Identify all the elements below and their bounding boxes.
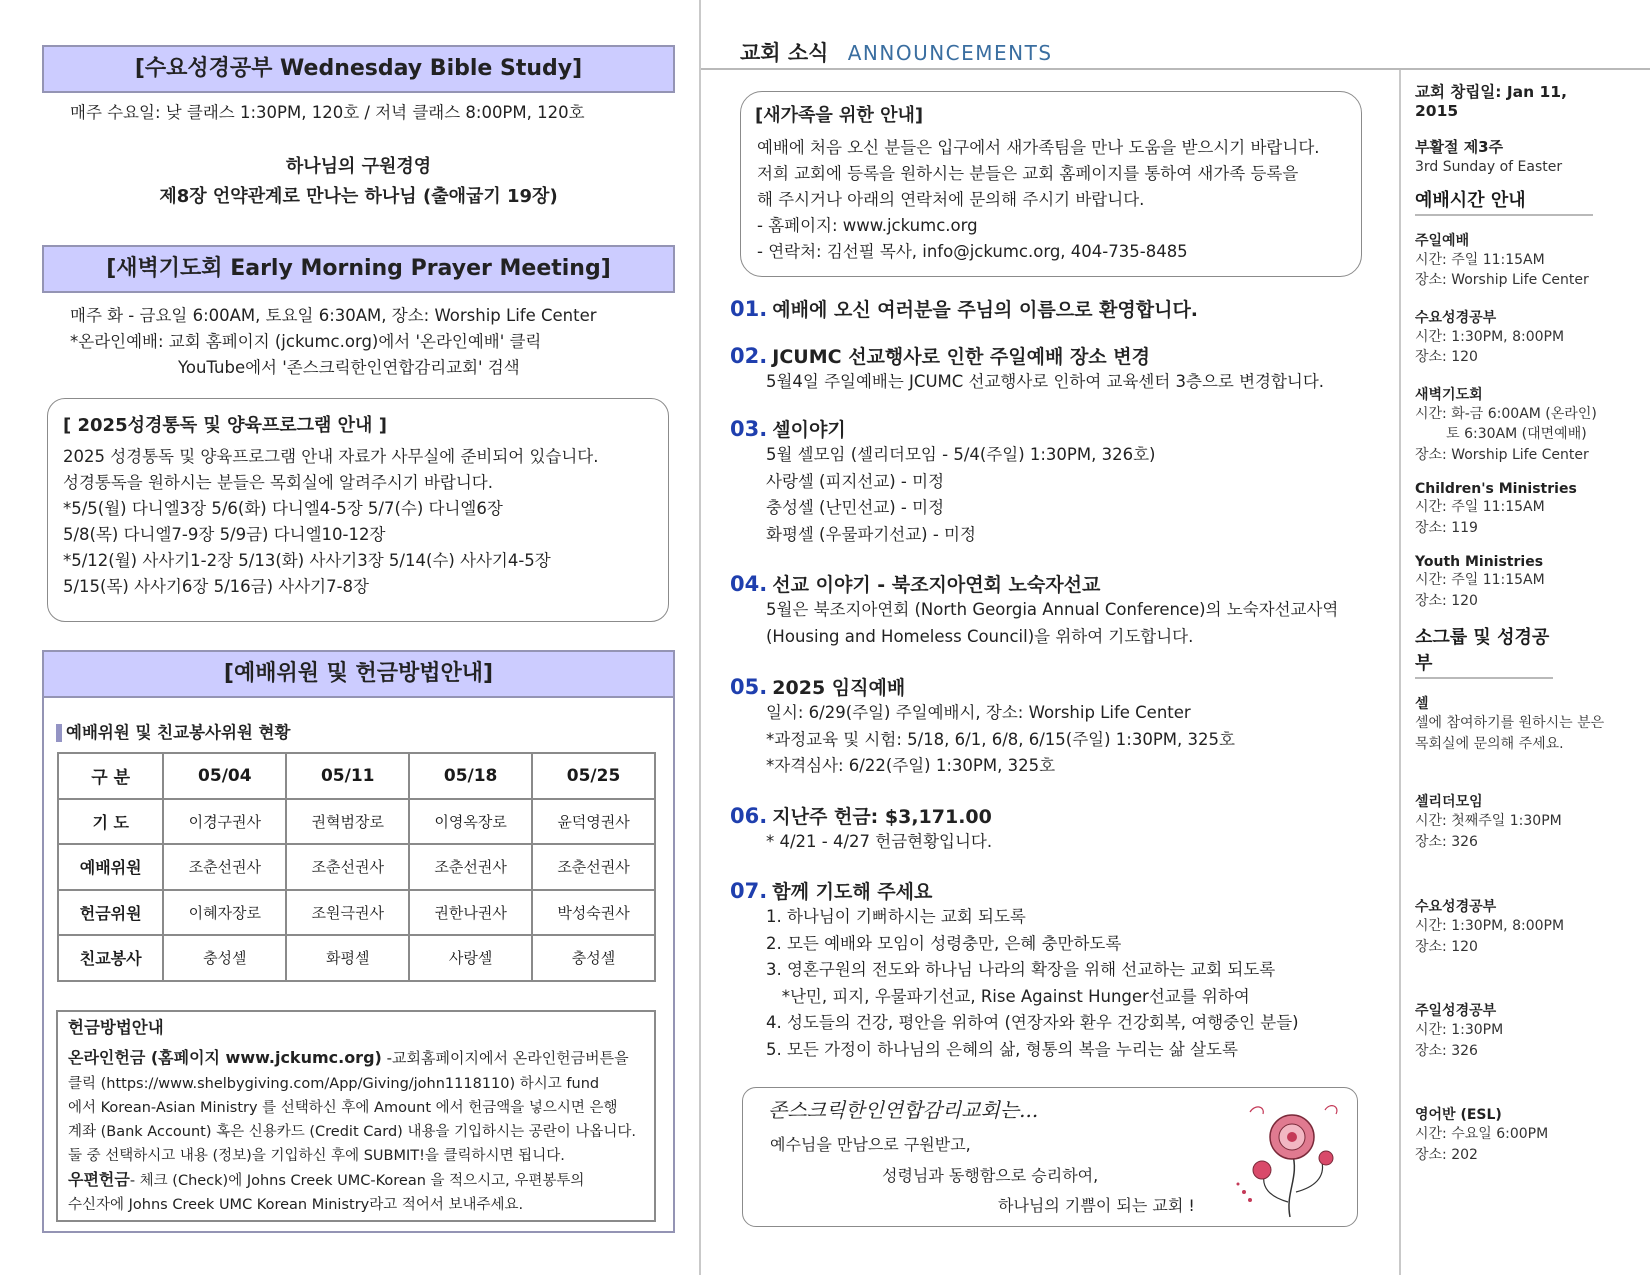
group-item bbox=[1415, 791, 1595, 896]
table-header-cell: 05/18 bbox=[409, 753, 532, 799]
sidebar-info bbox=[1415, 80, 1605, 1165]
table-cell: 권한나권사 bbox=[409, 890, 532, 936]
worship-item-name: 주일예배 bbox=[1415, 232, 1470, 249]
worship-item-line: 장소: 120 bbox=[1415, 592, 1478, 609]
announcement-body-line: * 4/21 - 4/27 헌금현황입니다. bbox=[766, 832, 993, 851]
online-offering-lines bbox=[68, 1072, 636, 1217]
prayer-meeting-banner: [새벽기도회 Early Morning Prayer Meeting] bbox=[42, 245, 675, 293]
table-row bbox=[58, 935, 655, 981]
table-cell: 충성셀 bbox=[163, 935, 286, 981]
bible-reading-line: 5/15(목) 사사기6장 5/16금) 사사기7-8장 bbox=[63, 577, 369, 596]
announcement-item-07 bbox=[730, 877, 1299, 1063]
worship-item bbox=[1415, 384, 1595, 466]
group-item-line: 시간: 첫째주일 1:30PM bbox=[1415, 813, 1562, 829]
worship-item bbox=[1415, 230, 1595, 291]
announcement-body-line: 사랑셀 (피지선교) - 미정 bbox=[766, 471, 945, 491]
table-row bbox=[58, 890, 655, 936]
worship-item-line: 시간: 주일 11:15AM bbox=[1415, 251, 1545, 268]
table-cell: 조원극권사 bbox=[286, 890, 409, 936]
announcement-item-05 bbox=[730, 673, 1235, 780]
offering-subtitle-marker bbox=[56, 724, 62, 742]
wednesday-schedule: 매주 수요일: 낮 클래스 1:30PM, 120호 / 저녁 클래스 8:00PM, 120호 bbox=[70, 103, 585, 122]
motto-line-1: 예수님을 만남으로 구원받고, bbox=[770, 1135, 971, 1154]
announcement-body-line: 화평셀 (우물파기선교) - 미정 bbox=[766, 524, 976, 544]
group-item bbox=[1415, 896, 1595, 1000]
worship-item-line: 시간: 1:30PM, 8:00PM bbox=[1415, 328, 1565, 345]
worship-item bbox=[1415, 307, 1595, 368]
group-item-line: 시간: 1:30PM bbox=[1415, 1022, 1504, 1038]
table-header-cell: 구 분 bbox=[58, 753, 163, 799]
founding-date: 교회 창립일: Jan 11, 2015 bbox=[1415, 83, 1567, 120]
group-item-line: 셀에 참여하기를 원하시는 분은 bbox=[1415, 715, 1605, 731]
announcement-item-02 bbox=[730, 342, 1324, 396]
group-item bbox=[1415, 693, 1605, 791]
online-offering-line: 둘 중 선택하시고 내용 (정보)을 기입하신 후에 SUBMIT!을 클릭하시면 됩니다. bbox=[68, 1148, 565, 1164]
announcement-body-line: 3. 영혼구원의 전도와 하나님 나라의 확장을 위해 선교하는 교회 되도록 bbox=[766, 960, 1276, 979]
worship-item-line: 시간: 주일 11:15AM bbox=[1415, 572, 1545, 588]
worship-item-name: Youth Ministries bbox=[1415, 554, 1544, 570]
worship-schedule-heading: 예배시간 안내 bbox=[1415, 186, 1593, 216]
announcement-title: 지난주 헌금: $3,171.00 bbox=[772, 806, 992, 828]
offering-banner: [예배위원 및 헌금방법안내] bbox=[42, 650, 675, 698]
announcement-title: 선교 이야기 - 북조지아연회 노숙자선교 bbox=[772, 574, 1101, 596]
online-offering-line bbox=[68, 1046, 629, 1070]
worship-item-line: 시간: 주일 11:15AM bbox=[1415, 499, 1545, 515]
announcement-body-line: 일시: 6/29(주일) 주일예배시, 장소: Worship Life Center bbox=[766, 703, 1191, 722]
announcements-heading bbox=[740, 38, 1053, 70]
small-groups-heading: 소그룹 및 성경공부 bbox=[1415, 623, 1553, 679]
prayer-schedule: 매주 화 - 금요일 6:00AM, 토요일 6:30AM, 장소: Worship Life Center bbox=[70, 306, 597, 325]
announcement-number: 01. bbox=[730, 297, 768, 321]
newcomer-title: [새가족을 위한 안내] bbox=[755, 105, 924, 126]
group-item-name: 셀 bbox=[1415, 696, 1429, 712]
table-cell: 조춘선권사 bbox=[163, 844, 286, 890]
group-item-line: 장소: 326 bbox=[1415, 1042, 1478, 1059]
group-item-line: 시간: 수요일 6:00PM bbox=[1415, 1126, 1549, 1142]
mail-offering-line: 수신자에 Johns Creek UMC Korean Ministry라고 적어서 보내주세요. bbox=[68, 1197, 524, 1213]
announcement-item-03 bbox=[730, 415, 1155, 548]
mail-offering-text: - 체크 (Check)에 Johns Creek UMC-Korean 을 적으시고, 우편봉투의 bbox=[129, 1173, 585, 1189]
group-item bbox=[1415, 1000, 1595, 1104]
table-cell: 권혁범장로 bbox=[286, 799, 409, 845]
announcement-item-04 bbox=[730, 570, 1338, 650]
liturgical-sunday-ko: 부활절 제3주 bbox=[1415, 138, 1504, 156]
online-worship-info: *온라인예배: 교회 홈페이지 (jckumc.org)에서 '온라인예배' 클릭 bbox=[70, 332, 542, 351]
sidebar-divider bbox=[1399, 70, 1401, 1275]
worship-item-line: 장소: Worship Life Center bbox=[1415, 272, 1589, 288]
page-fold-line bbox=[699, 0, 701, 1275]
duty-roster-table bbox=[57, 752, 656, 982]
announcement-body-line: 5월4일 주일예배는 JCUMC 선교행사로 인하여 교육센터 3층으로 변경합니다. bbox=[766, 372, 1325, 391]
group-item-line: 장소: 326 bbox=[1415, 833, 1478, 850]
announcement-number: 05. bbox=[730, 675, 768, 699]
worship-item bbox=[1415, 554, 1595, 611]
table-cell: 친교봉사 bbox=[58, 935, 163, 981]
worship-item-line: 토 6:30AM (대면예배) bbox=[1415, 426, 1587, 442]
announcement-item-06 bbox=[730, 802, 992, 856]
motto-line-2: 성령님과 동행함으로 승리하여, bbox=[882, 1166, 1099, 1185]
announcement-body-line: 5월은 북조지아연회 (North Georgia Annual Conference)의 노숙자선교사역 bbox=[766, 600, 1339, 619]
bible-reading-line: *5/5(월) 다니엘3장 5/6(화) 다니엘4-5장 5/7(수) 다니엘6장 bbox=[63, 499, 503, 518]
motto-line-3: 하나님의 기쁨이 되는 교회 ! bbox=[998, 1196, 1195, 1215]
table-cell: 기 도 bbox=[58, 799, 163, 845]
announcement-title: 2025 임직예배 bbox=[772, 677, 906, 699]
table-cell: 조춘선권사 bbox=[532, 844, 655, 890]
announcements-heading-en: ANNOUNCEMENTS bbox=[847, 41, 1053, 65]
table-cell: 조춘선권사 bbox=[286, 844, 409, 890]
announcement-title: 함께 기도해 주세요 bbox=[772, 881, 933, 903]
table-header-row bbox=[58, 753, 655, 799]
mail-offering-label: 우편헌금 bbox=[68, 1170, 130, 1189]
offering-subtitle: 예배위원 및 친교봉사위원 현황 bbox=[66, 723, 291, 742]
table-cell: 헌금위원 bbox=[58, 890, 163, 936]
table-cell: 이영옥장로 bbox=[409, 799, 532, 845]
announcement-body-line: 1. 하나님이 기뻐하시는 교회 되도록 bbox=[766, 907, 1026, 926]
announcement-body-line: 4. 성도들의 건강, 평안을 위하여 (연장자와 환우 건강회복, 여행중인 분들) bbox=[766, 1013, 1299, 1032]
announcements-heading-ko: 교회 소식 bbox=[740, 41, 829, 65]
worship-item-name: 수요성경공부 bbox=[1415, 309, 1497, 326]
motto-title: 존스크릭한인연합감리교회는... bbox=[768, 1098, 1039, 1122]
worship-item-line: 장소: Worship Life Center bbox=[1415, 446, 1589, 463]
table-row bbox=[58, 799, 655, 845]
group-item bbox=[1415, 1104, 1595, 1165]
announcement-number: 06. bbox=[730, 804, 768, 828]
table-cell: 박성숙권사 bbox=[532, 890, 655, 936]
bible-reading-line: 2025 성경통독 및 양육프로그램 안내 자료가 사무실에 준비되어 있습니다. bbox=[63, 447, 599, 466]
bible-reading-line: 5/8(목) 다니엘7-9장 5/9금) 다니엘10-12장 bbox=[63, 525, 386, 544]
worship-item-line: 장소: 119 bbox=[1415, 519, 1478, 536]
announcement-title: 예배에 오신 여러분을 주님의 이름으로 환영합니다. bbox=[772, 299, 1199, 321]
liturgical-sunday-en: 3rd Sunday of Easter bbox=[1415, 159, 1563, 175]
table-header-cell: 05/11 bbox=[286, 753, 409, 799]
worship-item-name: 새벽기도회 bbox=[1415, 386, 1483, 403]
youtube-info: YouTube에서 '존스크릭한인연합감리교회' 검색 bbox=[178, 358, 520, 377]
announcement-body-line: *과정교육 및 시험: 5/18, 6/1, 6/8, 6/15(주일) 1:30PM, 325호 bbox=[766, 729, 1235, 749]
table-cell: 화평셀 bbox=[286, 935, 409, 981]
group-item-name: 셀리더모임 bbox=[1415, 794, 1483, 810]
announcement-number: 07. bbox=[730, 879, 768, 903]
announcement-body-line: 2. 모든 예배와 모임이 성령충만, 은혜 충만하도록 bbox=[766, 933, 1122, 953]
announcement-title: 셀이야기 bbox=[772, 419, 846, 441]
table-header-cell: 05/25 bbox=[532, 753, 655, 799]
bible-reading-lines bbox=[63, 444, 599, 600]
table-cell: 예배위원 bbox=[58, 844, 163, 890]
announcement-title: JCUMC 선교행사로 인한 주일예배 장소 변경 bbox=[772, 346, 1150, 368]
flower-illustration bbox=[1230, 1092, 1350, 1222]
online-offering-line: 에서 Korean-Asian Ministry 를 선택하신 후에 Amount 에서 헌금액을 넣으시면 은행 bbox=[68, 1100, 618, 1116]
announcement-body-line: (Housing and Homeless Council)을 위하여 기도합니다. bbox=[766, 626, 1194, 646]
offering-method-title: 헌금방법안내 bbox=[68, 1018, 164, 1037]
newcomer-line: 해 주시거나 아래의 연락처에 문의해 주시기 바랍니다. bbox=[757, 190, 1145, 209]
announcement-body-line: 5월 셀모임 (셀리더모임 - 5/4(주일) 1:30PM, 326호) bbox=[766, 445, 1156, 464]
bible-reading-line: 성경통독을 원하시는 분들은 목회실에 알려주시기 바랍니다. bbox=[63, 473, 493, 492]
bible-reading-title: [ 2025성경통독 및 양육프로그램 안내 ] bbox=[63, 415, 387, 436]
group-item-name: 영어반 (ESL) bbox=[1415, 1107, 1502, 1123]
announcement-body-line: *자격심사: 6/22(주일) 1:30PM, 325호 bbox=[766, 756, 1056, 775]
table-cell: 이경구권사 bbox=[163, 799, 286, 845]
worship-item-line: 장소: 120 bbox=[1415, 349, 1478, 365]
newcomer-line: 예배에 처음 오신 분들은 입구에서 새가족팀을 만나 도움을 받으시기 바랍니다. bbox=[757, 138, 1320, 157]
announcement-body-line: *난민, 피지, 우물파기선교, Rise Against Hunger선교를 위하여 bbox=[766, 986, 1250, 1006]
bible-reading-line: *5/12(월) 사사기1-2장 5/13(화) 사사기3장 5/14(수) 사사기4-5장 bbox=[63, 551, 551, 570]
table-header-cell: 05/04 bbox=[163, 753, 286, 799]
table-cell: 충성셀 bbox=[532, 935, 655, 981]
table-cell: 사랑셀 bbox=[409, 935, 532, 981]
worship-item-line: 시간: 화-금 6:00AM (온라인) bbox=[1415, 405, 1597, 422]
group-item-name: 주일성경공부 bbox=[1415, 1003, 1497, 1019]
online-offering-line: 클릭 (https://www.shelbygiving.com/App/Giving/john1118110) 하시고 fund bbox=[68, 1076, 600, 1092]
announcement-item-01 bbox=[730, 295, 1198, 322]
online-offering-text: -교회홈페이지에서 온라인헌금버튼을 bbox=[381, 1049, 629, 1067]
group-item-line: 장소: 120 bbox=[1415, 938, 1478, 955]
group-item-line: 장소: 202 bbox=[1415, 1146, 1478, 1163]
wednesday-topic-chapter: 제8장 언약관계로 만나는 하나님 (출애굽기 19장) bbox=[159, 186, 558, 207]
newcomer-line: - 연락처: 김선필 목사, info@jckumc.org, 404-735-8485 bbox=[757, 242, 1188, 261]
announcement-body-line: 충성셀 (난민선교) - 미정 bbox=[766, 498, 945, 517]
announcement-number: 03. bbox=[730, 417, 768, 441]
table-cell: 이혜자장로 bbox=[163, 890, 286, 936]
wednesday-study-banner: [수요성경공부 Wednesday Bible Study] bbox=[42, 45, 675, 93]
announcement-number: 04. bbox=[730, 572, 768, 596]
announcement-body-line: 5. 모든 가정이 하나님의 은혜의 삶, 형통의 복을 누리는 삶 살도록 bbox=[766, 1039, 1238, 1059]
group-item-name: 수요성경공부 bbox=[1415, 899, 1497, 915]
group-item-line: 목회실에 문의해 주세요. bbox=[1415, 735, 1564, 752]
table-row bbox=[58, 844, 655, 890]
table-cell: 윤덕영권사 bbox=[532, 799, 655, 845]
worship-item-name: Children's Ministries bbox=[1415, 481, 1577, 497]
newcomer-line: - 홈페이지: www.jckumc.org bbox=[757, 216, 978, 235]
wednesday-topic-title: 하나님의 구원경영 bbox=[285, 156, 432, 177]
online-offering-label: 온라인헌금 (홈페이지 www.jckumc.org) bbox=[68, 1048, 382, 1067]
newcomer-line: 저희 교회에 등록을 원하시는 분들은 교회 홈페이지를 통하여 새가족 등록을 bbox=[757, 164, 1299, 183]
worship-item bbox=[1415, 481, 1595, 538]
online-offering-line: 계좌 (Bank Account) 혹은 신용카드 (Credit Card) 내용을 기입하시는 공란이 나옵니다. bbox=[68, 1124, 636, 1140]
table-cell: 조춘선권사 bbox=[409, 844, 532, 890]
mail-offering-line bbox=[68, 1168, 636, 1193]
newcomer-lines bbox=[757, 135, 1320, 265]
group-item-line: 시간: 1:30PM, 8:00PM bbox=[1415, 918, 1565, 934]
announcement-number: 02. bbox=[730, 344, 768, 368]
